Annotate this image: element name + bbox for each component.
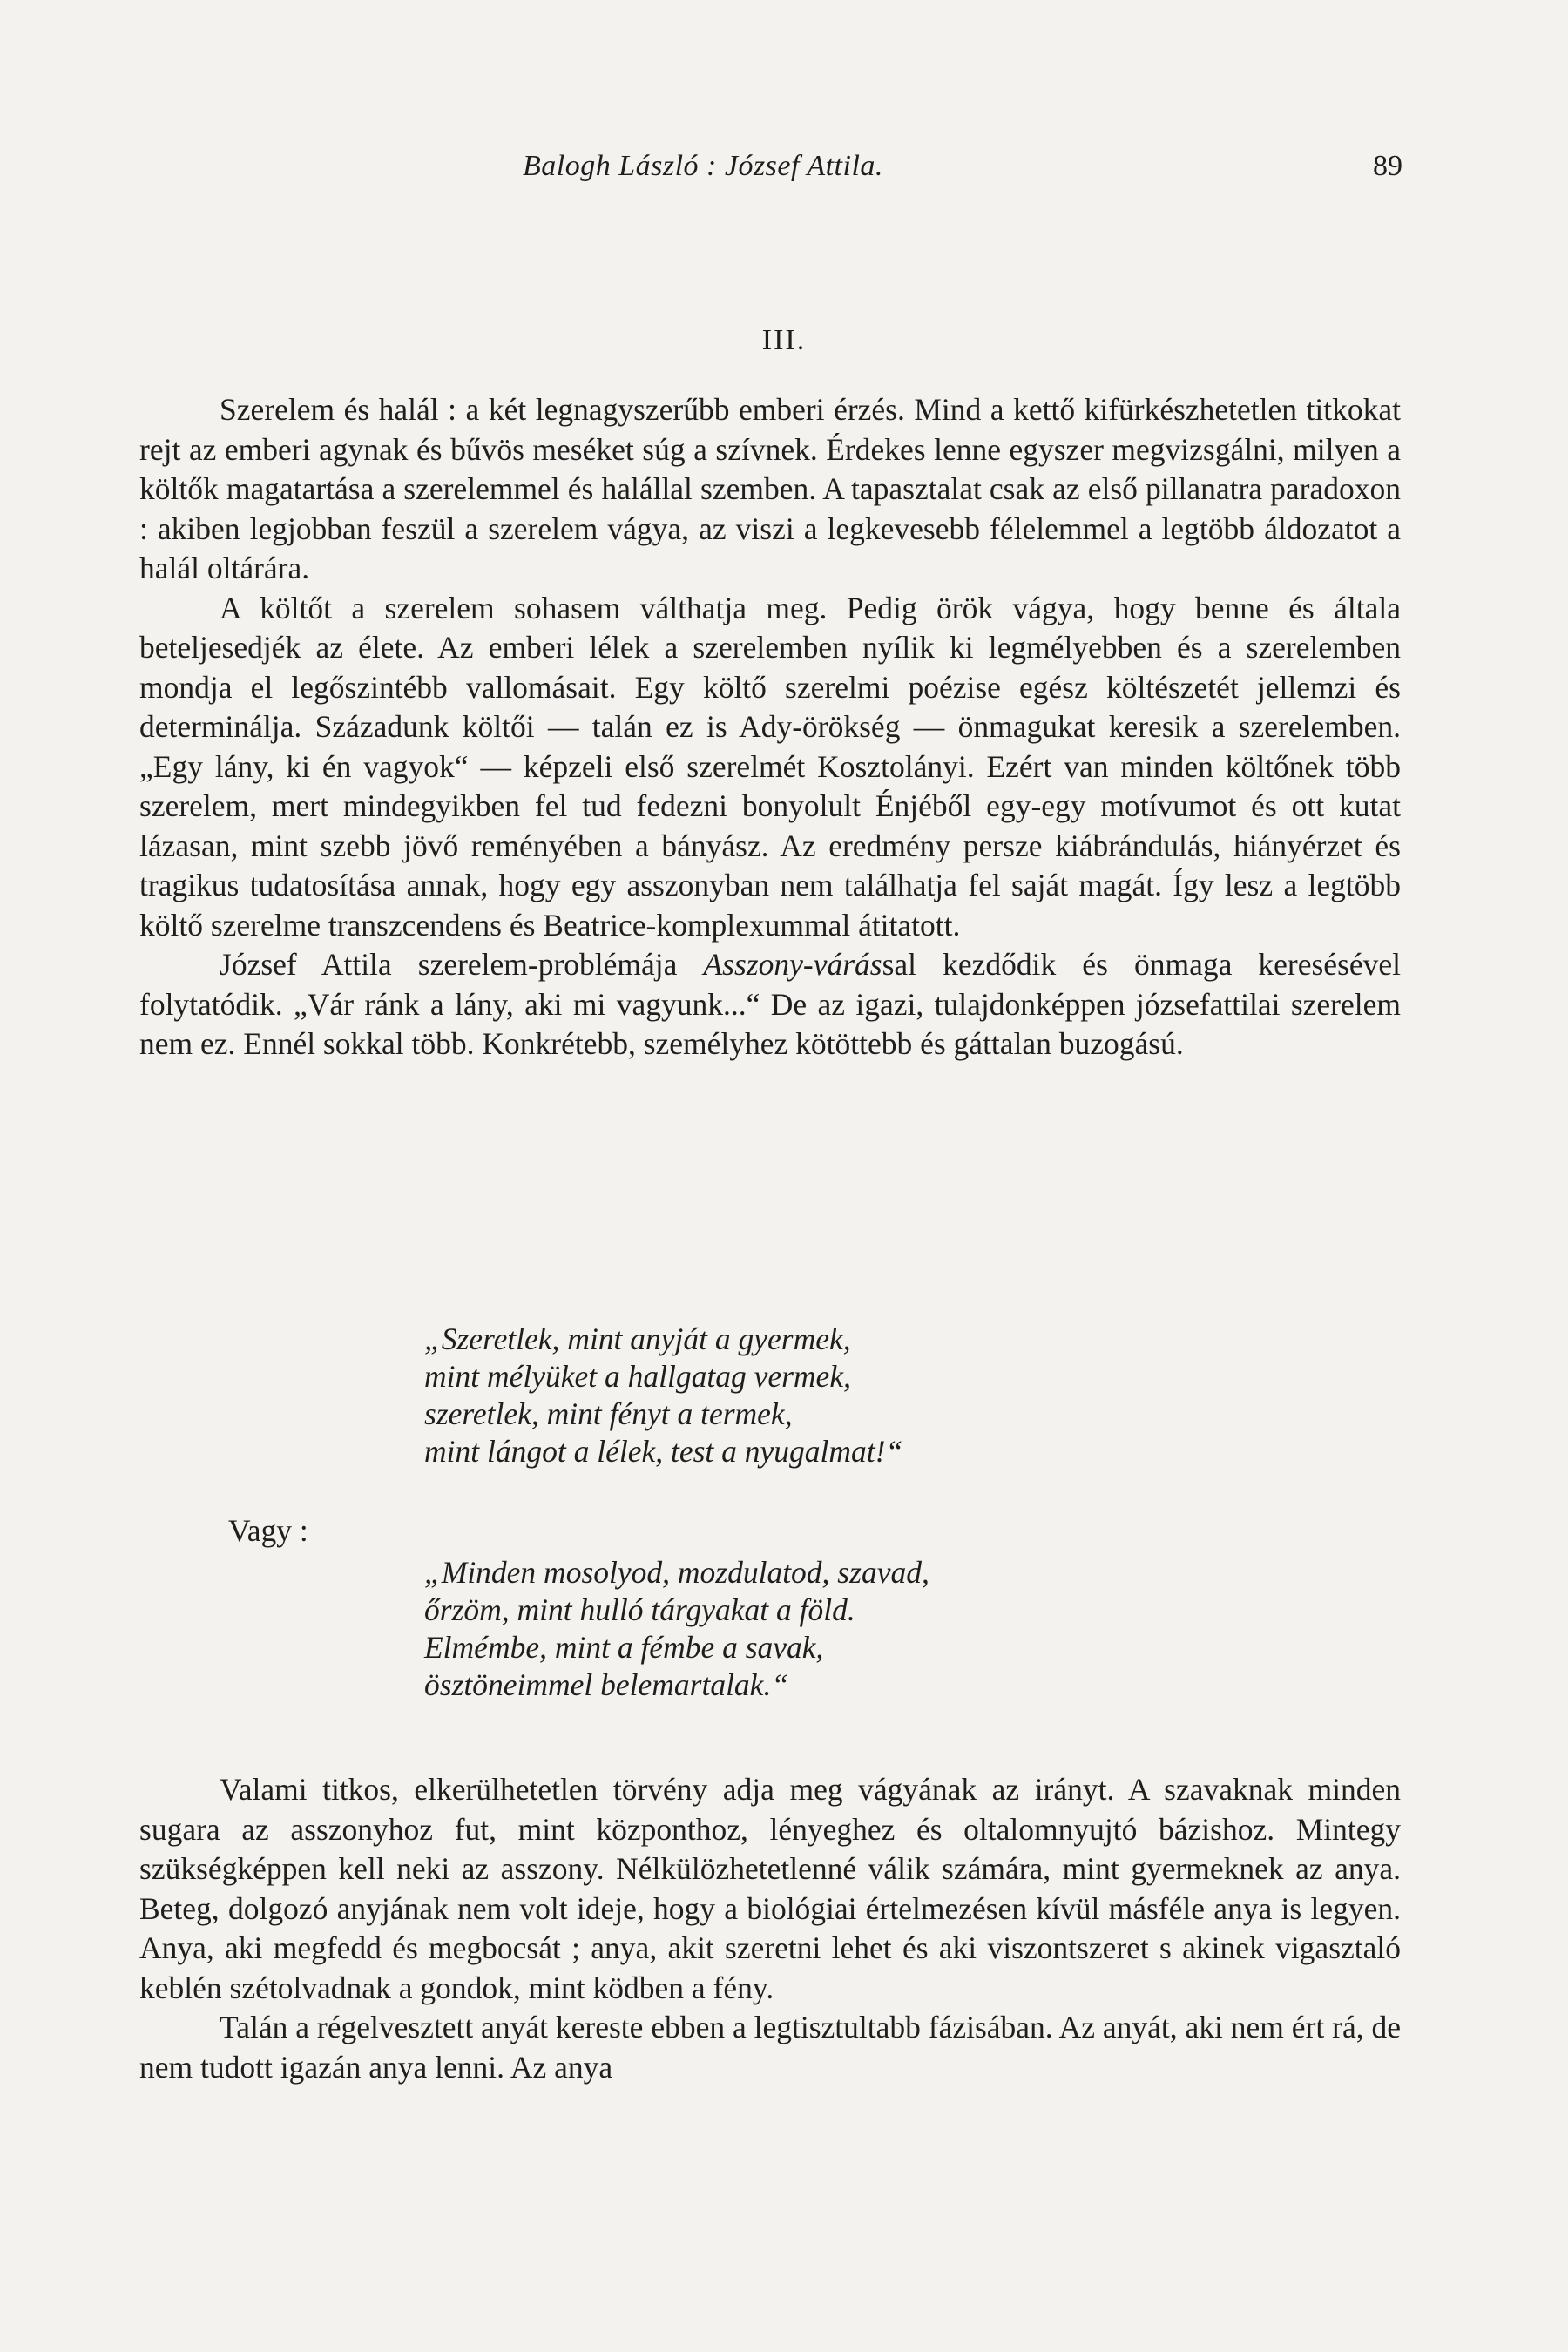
section-heading: III. — [761, 324, 807, 356]
paragraph-text: sal kezdődik és önmaga keresésével folytatódik. „Vár ránk a lány, aki mi vagyunk...“ De az igazi, tulajdonképpen józsefattilai szerelem nem ez. Ennél sokkal több. Konkrétebb, személyhez kötöttebb és gáttalan buzogású. — [139, 947, 1402, 1061]
poem-line: mint mélyüket a hallgatag vermek, — [424, 1359, 851, 1394]
paragraph: A költőt a szerelem sohasem válthatja meg. Pedig örök vágya, hogy benne és általa beteljesedjék az élete. Az emberi lélek a szerelemben nyílik ki legmélyebben és a szerelemben mondja el legőszintébb vallomásait. Egy költő szerelmi poézise egész költészetét jellemzi és determinálja. Századunk költői — talán ez is Ady-örökség — önmagukat keresik a szerelemben. „Egy lány, ki én vagyok“ — képzeli első szerelmét Kosztolányi. Ezért van minden költőnek több szerelem, mert mindegyikben fel tud fedezni bonyolult Énjéből egy-egy motívumot és ott kutat lázasan, mint szebb jövő reményében a bányász. Az eredmény persze kiábrándulás, hiányérzet és tragikus tudatosítása annak, hogy egy asszonyban nem találhatja fel saját magát. Így lesz a legtöbb költő szerelme transzcendens és Beatrice-komplexummal átitatott. — [139, 590, 1401, 943]
running-header — [148, 150, 1402, 193]
body-text-bottom — [139, 1770, 1401, 2087]
connector-text: Vagy : — [228, 1513, 308, 1548]
poem-line: ösztöneimmel belemartalak.“ — [424, 1667, 789, 1702]
page-number: 89 — [1373, 150, 1402, 182]
poem-line: mint lángot a lélek, test a nyugalmat!“ — [424, 1434, 903, 1469]
poem-line: „Minden mosolyod, mozdulatod, szavad, — [424, 1555, 929, 1590]
body-text-top — [139, 390, 1401, 1064]
poem-line: szeretlek, mint fényt a termek, — [424, 1396, 793, 1431]
poem-line: őrzöm, mint hulló tárgyakat a föld. — [424, 1592, 855, 1627]
running-header-title: Balogh László : József Attila. — [523, 150, 883, 182]
poem-quote-1 — [424, 1321, 1382, 1470]
poem-quote-2 — [424, 1554, 1382, 1704]
paragraph-asszony-varas — [139, 945, 1401, 1064]
paragraph: Szerelem és halál : a két legnagyszerűbb emberi érzés. Mind a kettő kifürkészhetetlen titkokat rejt az emberi agynak és bűvös meséket súg a szívnek. Érdekes lenne egyszer megvizsgálni, milyen a költők magatartása a szerelemmel és halállal szemben. A tapasztalat csak az első pillanatra paradoxon : akiben legjobban feszül a szerelem vágya, az viszi a legkevesebb félelemmel a legtöbb áldozatot a halál oltárára. — [139, 392, 1401, 585]
poem-title-italic: Asszony-várás — [703, 947, 882, 982]
poem-line: „Szeretlek, mint anyját a gyermek, — [424, 1321, 851, 1356]
paragraph: Talán a régelvesztett anyát kereste ebben a legtisztultabb fázisában. Az anyát, aki nem ért rá, de nem tudott igazán anya lenni. Az anya — [139, 2010, 1401, 2085]
paragraph-text: József Attila szerelem-problémája — [220, 947, 704, 982]
paragraph: Valami titkos, elkerülhetetlen törvény adja meg vágyának az irányt. A szavaknak minden sugara az asszonyhoz fut, mint központhoz, lényeghez és oltalomnyujtó bázishoz. Mintegy szükségképpen kell neki az asszony. Nélkülözhetetlenné válik számára, mint gyermeknek az anya. Beteg, dolgozó anyjának nem volt ideje, hogy a biológiai értelmezésen kívül másféle anya is legyen. Anya, aki megfedd és megbocsát ; anya, akit szeretni lehet és aki viszontszeret s akinek vigasztaló keblén szétolvadnak a gondok, mint ködben a fény. — [139, 1772, 1401, 2005]
poem-line: Elmémbe, mint a fémbe a savak, — [424, 1630, 824, 1665]
